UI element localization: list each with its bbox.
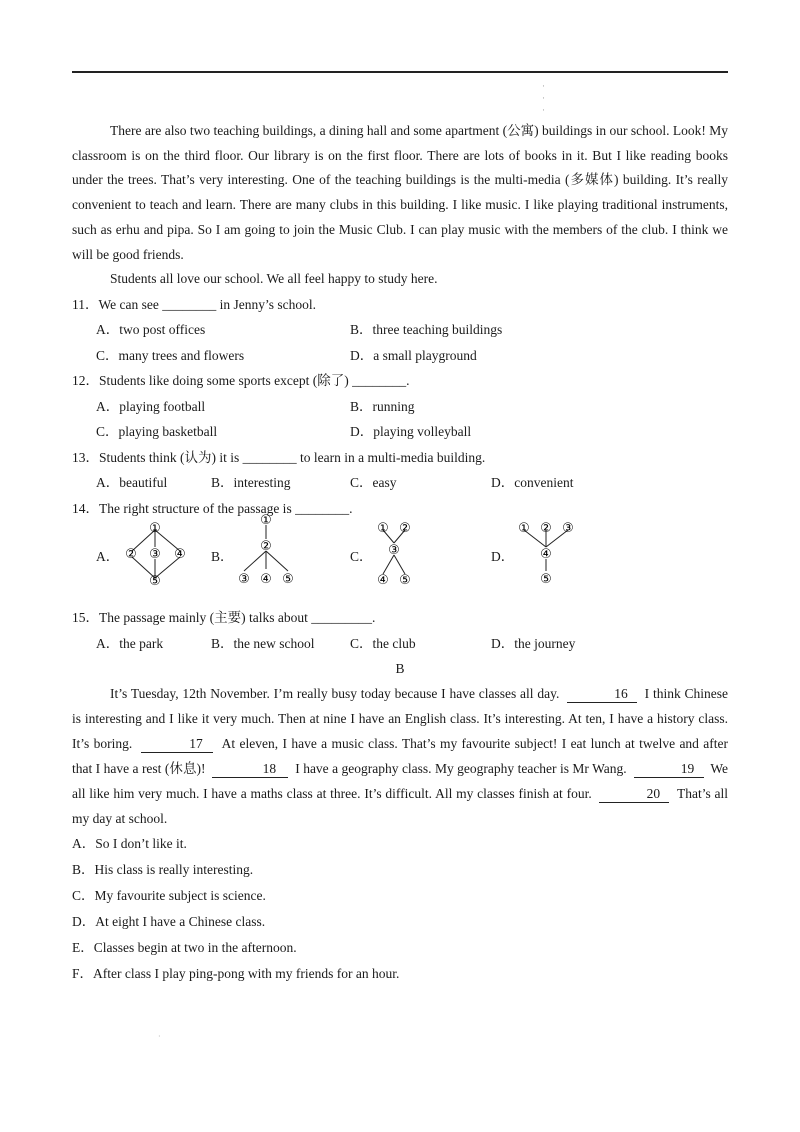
q13-option-a[interactable]: A．beautiful <box>96 475 168 491</box>
question-13-options <box>72 470 728 496</box>
choice-b[interactable]: B．His class is really interesting. <box>72 862 254 878</box>
node-5: ⑤ <box>149 574 161 590</box>
passage-a-paragraph-2: Students all love our school. We all feel happy to study here. <box>110 271 438 287</box>
section-b-text-1: It’s Tuesday, 12th November. I’m really busy today because I have classes all day. <box>110 686 560 702</box>
section-b-text-2: I think Chinese is interesting and I like it very much. Then at nine I have an English class. It’s interesting. At ten, I have a history class. It’s boring. <box>72 686 729 752</box>
q15-option-a[interactable]: A．the park <box>96 635 164 651</box>
q11-option-b[interactable]: B．three teaching buildings <box>350 322 503 338</box>
question-12-options-row2 <box>72 419 728 445</box>
question-12-stem: 12．Students like doing some sports except (除了) ________. <box>72 373 410 389</box>
question-11-stem: 11．We can see ________ in Jenny’s school. <box>72 296 316 312</box>
structure-diagram-d <box>512 521 582 605</box>
q11-option-a[interactable]: A．two post offices <box>96 322 206 338</box>
node-2: ② <box>399 521 411 537</box>
node-4: ④ <box>174 547 186 563</box>
node-5: ⑤ <box>540 572 552 588</box>
question-15-options <box>72 631 728 657</box>
blank-18[interactable]: 18 <box>212 761 288 778</box>
choice-f[interactable]: F．After class I play ping-pong with my friends for an hour. <box>72 966 400 982</box>
q14-option-b[interactable]: B． <box>211 549 234 565</box>
node-3: ③ <box>149 547 161 563</box>
node-1: ① <box>260 513 272 529</box>
node-2: ② <box>540 521 552 537</box>
choice-c[interactable]: C．My favourite subject is science. <box>72 888 266 904</box>
choice-a[interactable]: A．So I don’t like it. <box>72 836 187 852</box>
question-13-stem: 13．Students think (认为) it is ________ to learn in a multi-media building. <box>72 449 486 465</box>
exam-page <box>72 119 728 987</box>
header-rule <box>72 71 728 73</box>
q11-option-d[interactable]: D．a small playground <box>350 347 477 363</box>
q15-option-b[interactable]: B．the new school <box>211 635 315 651</box>
q13-option-d[interactable]: D．convenient <box>491 475 574 491</box>
q15-option-c[interactable]: C．the club <box>350 635 416 651</box>
scan-dots: · · · <box>542 81 545 115</box>
structure-diagram-c <box>370 521 430 605</box>
node-3: ③ <box>238 572 250 588</box>
scan-dot: · <box>158 1032 161 1041</box>
blank-16[interactable]: 16 <box>567 686 637 703</box>
node-4: ④ <box>540 547 552 563</box>
q12-option-d[interactable]: D．playing volleyball <box>350 424 472 440</box>
blank-17[interactable]: 17 <box>141 736 213 753</box>
node-4: ④ <box>260 572 272 588</box>
q13-option-c[interactable]: C．easy <box>350 475 397 491</box>
question-11-options <box>72 317 728 343</box>
node-2: ② <box>260 539 272 555</box>
q14-option-a[interactable]: A． <box>96 549 120 565</box>
section-b-text-5: We all like him very much. I have a maths class at three. It’s difficult. All my classes finish at four. <box>72 761 729 802</box>
q12-option-c[interactable]: C．playing basketball <box>96 424 218 440</box>
q14-option-d[interactable]: D． <box>491 549 515 565</box>
node-5: ⑤ <box>399 573 411 589</box>
question-14-diagrams <box>72 513 728 605</box>
node-1: ① <box>377 521 389 537</box>
q14-option-c[interactable]: C． <box>350 549 373 565</box>
node-2: ② <box>125 547 137 563</box>
question-15-stem: 15．The passage mainly (主要) talks about _________. <box>72 610 376 626</box>
node-3: ③ <box>388 543 400 559</box>
q13-option-b[interactable]: B．interesting <box>211 475 291 491</box>
node-1: ① <box>518 521 530 537</box>
section-b-text-6: That’s all my day at school. <box>72 786 729 827</box>
choice-e[interactable]: E．Classes begin at two in the afternoon. <box>72 940 297 956</box>
question-11-options-row2 <box>72 343 728 369</box>
section-b-text-4: I have a geography class. My geography teacher is Mr Wang. <box>295 761 627 777</box>
q12-option-a[interactable]: A．playing football <box>96 398 206 414</box>
q12-option-b[interactable]: B．running <box>350 398 415 414</box>
q15-option-d[interactable]: D．the journey <box>491 635 576 651</box>
question-14-stem: 14．The right structure of the passage is ________. <box>72 500 353 516</box>
question-12-options <box>72 394 728 420</box>
section-b-passage <box>72 681 728 831</box>
passage-a-paragraph-1: There are also two teaching buildings, a dining hall and some apartment (公寓) buildings in our school. Look! My classroom is on the third floor. Our library is on the first floor. There are lots of books in it. But I like reading books under the trees. That’s very interesting. One of the teaching buildings is the multi-media (多媒体) building. It’s really convenient to teach and learn. There are many clubs in this building. I like music. I like playing traditional instruments, such as erhu and pipa. So I am going to join the Music Club. I can play music with the members of the club. I think we will be good friends. <box>72 123 728 262</box>
blank-19[interactable]: 19 <box>634 761 704 778</box>
node-4: ④ <box>377 573 389 589</box>
structure-diagram-a <box>118 521 198 605</box>
blank-20[interactable]: 20 <box>599 786 669 803</box>
section-b-title: B <box>395 661 405 677</box>
q11-option-c[interactable]: C．many trees and flowers <box>96 347 245 363</box>
node-5: ⑤ <box>282 572 294 588</box>
section-b-text-3: At eleven, I have a music class. That’s my favourite subject! I eat lunch at twelve and after that I have a rest (休息)! <box>72 736 729 777</box>
node-3: ③ <box>562 521 574 537</box>
structure-diagram-b <box>230 509 310 605</box>
node-1: ① <box>149 521 161 537</box>
choice-d[interactable]: D．At eight I have a Chinese class. <box>72 914 266 930</box>
